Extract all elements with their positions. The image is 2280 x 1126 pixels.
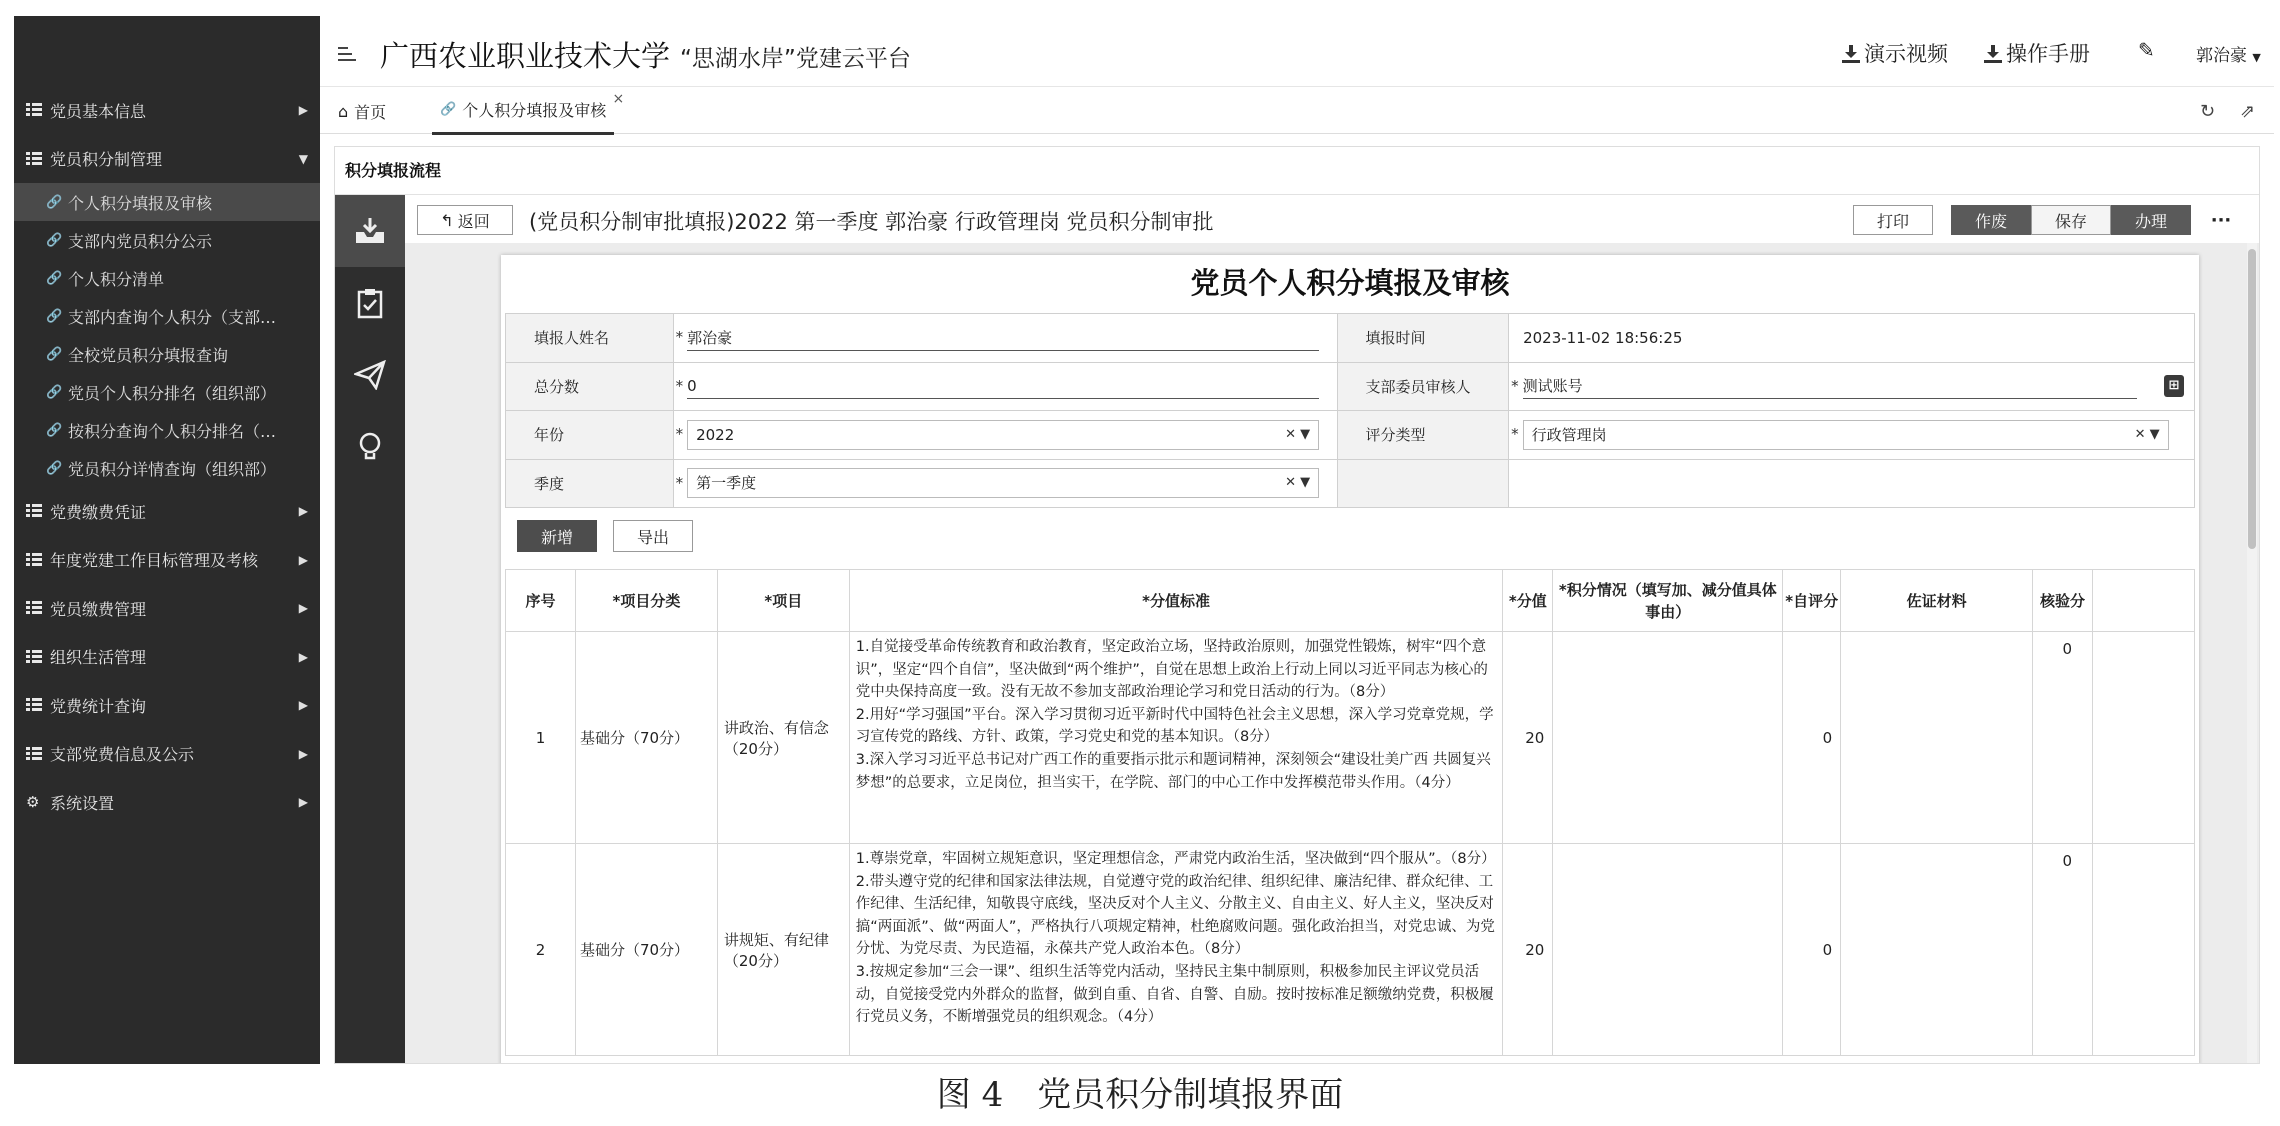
row-score: 20 (1503, 844, 1553, 1056)
refresh-icon[interactable]: ↻ (2200, 101, 2216, 122)
menu-toggle-icon[interactable] (338, 47, 356, 61)
sidebar-item-ranking[interactable] (14, 373, 320, 411)
row-category: 基础分（70分） (575, 844, 717, 1056)
row-standard (849, 632, 1503, 844)
row-self-score[interactable]: 0 (1783, 844, 1841, 1056)
demo-video-label: 演示视频 (1864, 42, 1948, 66)
back-button[interactable] (417, 205, 513, 235)
demo-video-button[interactable] (1842, 38, 1948, 68)
sidebar-group-branch-fee-public[interactable] (14, 730, 320, 779)
link-icon: 🔗 (46, 422, 63, 438)
sidebar-item-label: 全校党员积分填报查询 (68, 345, 229, 365)
clear-dropdown-icon: ✕ ▼ (1285, 475, 1311, 491)
col-header: *项目分类 (575, 570, 717, 632)
sidebar-item-points-list[interactable] (14, 259, 320, 297)
caret-right-icon: ▶ (298, 746, 308, 761)
sidebar-item-label: 个人积分清单 (68, 269, 165, 289)
app-title (380, 34, 911, 75)
row-verify-score: 0 (2033, 844, 2093, 1056)
sidebar-group-fee-stats[interactable] (14, 681, 320, 730)
select-user-icon[interactable]: ⊞ (2164, 375, 2184, 397)
send-icon[interactable] (335, 339, 405, 411)
sidebar-item-school-query[interactable] (14, 335, 320, 373)
sidebar-group-label: 系统设置 (50, 793, 115, 813)
tab-label: 首页 (354, 102, 387, 122)
scrollbar[interactable] (2247, 243, 2257, 1063)
table-row[interactable] (506, 844, 2195, 1056)
sidebar-group-label: 年度党建工作目标管理及考核 (50, 551, 259, 571)
type-select-value: 行政管理岗 (1531, 425, 1607, 444)
sidebar-group-label: 支部党费信息及公示 (50, 745, 195, 765)
sidebar-item-label: 党员个人积分排名（组织部） (68, 383, 277, 403)
link-icon: 🔗 (440, 102, 457, 117)
list-icon (26, 601, 42, 615)
info-form: 填报人姓名 * 郭治豪 填报时间 2023-11-02 18:56:25 总分数 * 0 支部委员审核人 * 测试账号 ⊞ 年份 * 2022 ✕ ▼ 评分类型 * 行政管理岗 ✕ ▼ 季度 * 第一季度 ✕ ▼ (505, 313, 2195, 508)
list-icon (26, 747, 42, 761)
sidebar-group-label: 党费缴费凭证 (50, 502, 147, 522)
manual-label: 操作手册 (2006, 42, 2090, 66)
lightbulb-icon[interactable] (335, 411, 405, 483)
sidebar-item-branch-points-public[interactable] (14, 221, 320, 259)
list-icon (26, 650, 42, 664)
clipboard-check-icon[interactable] (335, 267, 405, 339)
caret-down-icon: ▼ (298, 151, 308, 166)
form-card (501, 255, 2199, 1063)
void-button[interactable]: 作废 (1951, 205, 2031, 235)
export-button[interactable]: 导出 (613, 520, 693, 552)
form-title: 党员个人积分填报及审核 (1190, 266, 1510, 300)
quarter-label: 季度 (506, 459, 674, 508)
link-icon: 🔗 (46, 194, 63, 210)
table-header (506, 570, 2195, 632)
sidebar-group-label: 党员基本信息 (50, 101, 147, 121)
table-row[interactable] (506, 632, 2195, 844)
caret-right-icon: ▶ (298, 795, 308, 810)
sidebar-group-annual-goals[interactable] (14, 536, 320, 585)
add-button[interactable]: 新增 (517, 520, 597, 552)
sidebar (14, 16, 320, 1064)
list-icon (26, 553, 42, 567)
return-icon: ↰ (440, 210, 454, 230)
sidebar-group-label: 党员积分制管理 (50, 150, 163, 170)
sidebar-group-fee-voucher[interactable] (14, 487, 320, 536)
score-field[interactable]: 0 (687, 373, 1319, 399)
row-item: 讲政治、有信念（20分） (717, 632, 849, 844)
list-icon (26, 152, 42, 166)
row-evidence[interactable] (1841, 844, 2033, 1056)
link-icon: 🔗 (46, 460, 63, 476)
reporter-field[interactable]: 郭治豪 (687, 325, 1319, 351)
link-icon: 🔗 (46, 384, 63, 400)
more-button[interactable]: ··· (2201, 205, 2241, 235)
col-header: 佐证材料 (1841, 570, 2033, 632)
row-points-desc[interactable] (1553, 632, 1783, 844)
sidebar-item-label: 支部内查询个人积分（支部… (68, 307, 277, 327)
sidebar-group-label: 组织生活管理 (50, 648, 147, 668)
list-icon (26, 103, 42, 117)
link-icon: 🔗 (46, 346, 63, 362)
row-standard-text: 1.自觉接受革命传统教育和政治教育，坚定政治立场，坚持政治原则，加强党性锻炼，树牢“四个意识”，坚定“四个自信”，坚决做到“两个维护”，自觉在思想上政治上行动上同以习近平同志为核心的党中央保持高度一致。没有无故不参加支部政治理论学习和党日活动的行为。（8分） 2.用好“学习强国”平台。深入学习贯彻习近平新时代中国特色社会主义思想，深入学习党章党规，学习宣传党的路线、方针、政策，学习党史和党的基本知识。（8分） 3.深入学习习近平总书记对广西工作的重要指示批示和题词精神，深刻领会“建设壮美广西 共圆复兴梦想”的总要求，立足岗位，担当实干，在学院、部门的中心工作中发挥模范带头作用。（4分） (855, 639, 1494, 791)
sidebar-group-member-info[interactable] (14, 86, 320, 135)
home-icon: ⌂ (338, 101, 349, 121)
caret-right-icon: ▶ (298, 504, 308, 519)
sidebar-item-label: 支部内党员积分公示 (68, 231, 213, 251)
tab-label: 个人积分填报及审核 (462, 101, 607, 120)
sidebar-group-fee-management[interactable] (14, 584, 320, 633)
year-select[interactable] (687, 420, 1319, 450)
save-button[interactable]: 保存 (2031, 205, 2111, 235)
col-header: 序号 (506, 570, 576, 632)
process-icon-bar (335, 195, 405, 1063)
row-score: 20 (1503, 632, 1553, 844)
sidebar-item-ranking-by-points[interactable] (14, 411, 320, 449)
panel-title: 积分填报流程 (335, 147, 2259, 195)
caret-right-icon: ▶ (298, 601, 308, 616)
tab-home[interactable] (338, 87, 386, 135)
sidebar-item-points-detail[interactable] (14, 449, 320, 487)
row-verify-score: 0 (2033, 632, 2093, 844)
row-standard-text: 1.尊崇党章，牢固树立规矩意识，坚定理想信念，严肃党内政治生活，坚决做到“四个服从”。（8分） 2.带头遵守党的纪律和国家法律法规，自觉遵守党的政治纪律、组织纪律、廉洁纪律、群众纪律、工作纪律、生活纪律，知敬畏守底线，坚决反对个人主义、分散主义、自由主义、好人主义，坚决反对搞“两面派”、做“两面人”，严格执行八项规定精神，杜绝腐败问题。强化政治担当，对党忠诚、为党分忧、为党尽责、为民造福，永葆共产党人政治本色。（8分） 3.按规定参加“三会一课”、组织生活等党内活动，坚持民主集中制原则，积极参加民主评议党员活动，自觉接受党内外群众的监督，做到自重、自省、自警、自励。按时按标准足额缴纳党费，积极履行党员义务，不断增强党员的组织观念。（4分） (855, 851, 1496, 1026)
points-table (505, 569, 2195, 1056)
tab-bar (320, 86, 2274, 134)
caret-right-icon: ▶ (298, 649, 308, 664)
time-label: 填报时间 (1337, 314, 1509, 363)
reporter-label: 填报人姓名 (506, 314, 674, 363)
caret-right-icon: ▶ (298, 552, 308, 567)
score-label: 总分数 (506, 362, 674, 411)
col-header: *分值 (1503, 570, 1553, 632)
theme-icon[interactable]: ✎ (2138, 38, 2155, 62)
process-button[interactable]: 办理 (2111, 205, 2191, 235)
caret-right-icon: ▶ (298, 698, 308, 713)
quarter-select-value: 第一季度 (696, 474, 757, 493)
col-header: *分值标准 (849, 570, 1503, 632)
reviewer-label: 支部委员审核人 (1337, 362, 1509, 411)
sidebar-item-points-report[interactable] (14, 183, 320, 221)
chevron-down-icon: ▼ (2252, 51, 2261, 64)
col-header: *项目 (717, 570, 849, 632)
col-header: *积分情况（填写加、减分值具体事由） (1553, 570, 1783, 632)
sidebar-group-label: 党费统计查询 (50, 696, 147, 716)
link-icon: 🔗 (46, 232, 63, 248)
row-points-desc[interactable] (1553, 844, 1783, 1056)
content-panel (334, 146, 2260, 1064)
row-item: 讲规矩、有纪律（20分） (717, 844, 849, 1056)
row-category: 基础分（70分） (575, 632, 717, 844)
gear-icon: ⚙ (26, 793, 40, 812)
inbox-icon[interactable] (335, 195, 405, 267)
user-name: 郭治豪 (2196, 46, 2247, 66)
print-button[interactable]: 打印 (1853, 205, 1933, 235)
list-icon (26, 698, 42, 712)
clear-dropdown-icon: ✕ ▼ (2134, 426, 2160, 442)
sidebar-item-label: 按积分查询个人积分排名（… (68, 421, 277, 441)
tab-points-report[interactable] (432, 87, 625, 135)
quarter-select[interactable] (687, 468, 1319, 498)
top-header (320, 16, 2274, 86)
type-label: 评分类型 (1337, 411, 1509, 460)
row-number: 1 (506, 632, 576, 844)
figure-caption: 图 4 党员积分制填报界面 (936, 1075, 1344, 1115)
row-evidence[interactable] (1841, 632, 2033, 844)
col-header: 核验分 (2033, 570, 2093, 632)
external-link-icon[interactable]: ⇗ (2240, 101, 2256, 122)
clear-dropdown-icon: ✕ ▼ (1285, 426, 1311, 442)
sidebar-group-label: 党员缴费管理 (50, 599, 147, 619)
sidebar-group-org-life[interactable] (14, 633, 320, 682)
reviewer-field[interactable]: 测试账号 (1523, 373, 2137, 399)
scrollbar-thumb[interactable] (2248, 249, 2256, 549)
year-label: 年份 (506, 411, 674, 460)
document-title: (党员积分制审批填报)2022 第一季度 郭治豪 行政管理岗 党员积分制审批 (529, 210, 1214, 234)
manual-button[interactable] (1984, 38, 2090, 68)
sidebar-group-points-management[interactable] (14, 135, 320, 184)
sidebar-logo-area (14, 16, 320, 86)
caret-right-icon: ▶ (298, 103, 308, 118)
list-icon (26, 504, 42, 518)
work-area (405, 195, 2259, 1063)
platform-name: “思湖水岸”党建云平台 (680, 46, 911, 72)
time-value: 2023-11-02 18:56:25 (1509, 314, 2195, 363)
type-select[interactable] (1523, 420, 2169, 450)
row-number: 2 (506, 844, 576, 1056)
sidebar-item-branch-query[interactable] (14, 297, 320, 335)
row-standard (849, 844, 1503, 1056)
link-icon: 🔗 (46, 308, 63, 324)
action-bar (405, 195, 2259, 243)
row-self-score[interactable]: 0 (1783, 632, 1841, 844)
col-header: *自评分 (1783, 570, 1841, 632)
sidebar-item-label: 个人积分填报及审核 (68, 193, 213, 213)
close-icon[interactable]: × (612, 91, 625, 107)
sidebar-item-label: 党员积分详情查询（组织部） (68, 459, 277, 479)
school-name: 广西农业职业技术大学 (380, 39, 671, 73)
back-label: 返回 (457, 211, 490, 231)
year-select-value: 2022 (696, 425, 735, 444)
sidebar-group-settings[interactable] (14, 778, 320, 827)
download-icon (1984, 45, 2002, 63)
link-icon: 🔗 (46, 270, 63, 286)
user-menu[interactable] (2196, 41, 2261, 66)
download-icon (1842, 45, 1860, 63)
